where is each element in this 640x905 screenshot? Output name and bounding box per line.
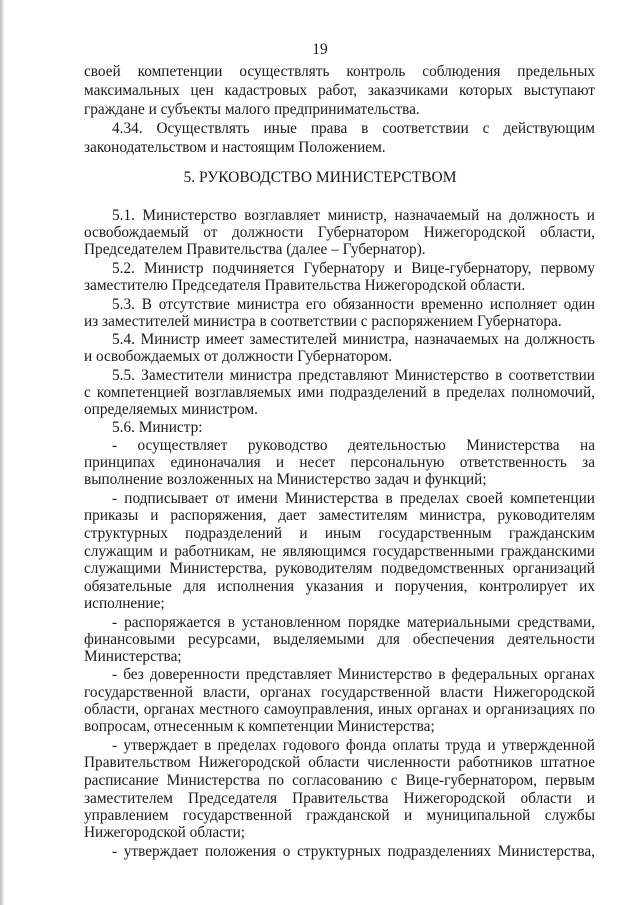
text-line: с компетенцией возглавляемых ими подразделений в пределах полномочий, (84, 384, 595, 401)
text-line: из заместителей министра в соответствии с распоряжением Губернатора. (84, 313, 562, 330)
text-line: государственной власти, органах государственной власти Нижегородской (84, 684, 595, 701)
section-title: 5. РУКОВОДСТВО МИНИСТЕРСТВОМ (183, 169, 457, 186)
text-line: - подписывает от имени Министерства в пределах своей компетенции (112, 490, 595, 507)
text-line: вопросам, отнесенным к компетенции Министерства; (84, 718, 435, 735)
text-line: 5.5. Заместители министра представляют Министерство в соответствии (112, 367, 595, 384)
text-line: 5.6. Министр: (112, 419, 203, 436)
text-line: - без доверенности представляет Министерство в федеральных органах (112, 666, 595, 683)
text-line: определяемых министром. (84, 401, 258, 418)
text-line: заместителю Председателя Правительства Нижегородской области. (84, 277, 526, 294)
text-line: 5.3. В отсутствие министра его обязанности временно исполняет один (112, 296, 595, 313)
text-line: обязательные для исполнения указания и поручения, контролирует их (84, 578, 595, 595)
text-line: области, органах местного самоуправления, иных органах и организациях по (84, 701, 595, 718)
text-line: Правительством Нижегородской области численности работников штатное (84, 754, 595, 771)
page-number: 19 (312, 41, 328, 58)
text-line: и освобождаемых от должности Губернатором. (84, 348, 393, 365)
text-line: Нижегородской области; (84, 824, 246, 841)
text-line: граждане и субъекты малого предпринимательства. (84, 101, 420, 118)
text-line: выполнение возложенных на Министерство задач и функций; (84, 471, 487, 488)
text-line: максимальных цен кадастровых работ, заказчиками которых выступают (84, 82, 595, 99)
text-line: 5.1. Министерство возглавляет министр, назначаемый на должность и (112, 207, 595, 224)
text-line: законодательством и настоящим Положением. (84, 139, 386, 156)
text-line: финансовыми ресурсами, выделяемыми для обеспечения деятельности (84, 631, 595, 648)
scan-edge-shadow (0, 0, 4, 905)
text-line: 5.2. Министр подчиняется Губернатору и Вице-губернатору, первому (112, 260, 595, 277)
text-line: - утверждает положения о структурных подразделениях Министерства, (112, 843, 595, 860)
text-line: заместителем Председателя Правительства Нижегородской области и (84, 790, 595, 807)
text-line: служащими Министерства, руководителям подведомственных организаций (84, 560, 595, 577)
text-line: - осуществляет руководство деятельностью Министерства на (112, 437, 595, 454)
text-line: управлением государственной гражданской и муниципальной службы (84, 807, 595, 824)
text-line: исполнение; (84, 595, 165, 612)
text-line: структурных подразделений и иным государственным гражданским (84, 525, 595, 542)
text-line: - распоряжается в установленном порядке материальными средствами, (112, 614, 595, 631)
text-line: 4.34. Осуществлять иные права в соответствии с действующим (112, 120, 595, 137)
text-line: 5.4. Министр имеет заместителей министра, назначаемых на должность (112, 331, 595, 348)
text-line: своей компетенции осуществлять контроль соблюдения предельных (84, 63, 595, 80)
text-line: служащим и работникам, не являющимся государственными гражданскими (84, 543, 595, 560)
text-line: Председателем Правительства (далее – Губернатор). (84, 241, 426, 258)
text-line: - утверждает в пределах годового фонда оплаты труда и утвержденной (112, 737, 595, 754)
text-line: приказы и распоряжения, дает заместителям министра, руководителям (84, 507, 595, 524)
text-line: расписание Министерства по согласованию с Вице-губернатором, первым (84, 772, 595, 789)
text-line: Министерства; (84, 648, 182, 665)
text-line: принципах единоначалия и несет персональную ответственность за (84, 454, 595, 471)
text-line: освобождаемый от должности Губернатором Нижегородской области, (84, 224, 595, 241)
